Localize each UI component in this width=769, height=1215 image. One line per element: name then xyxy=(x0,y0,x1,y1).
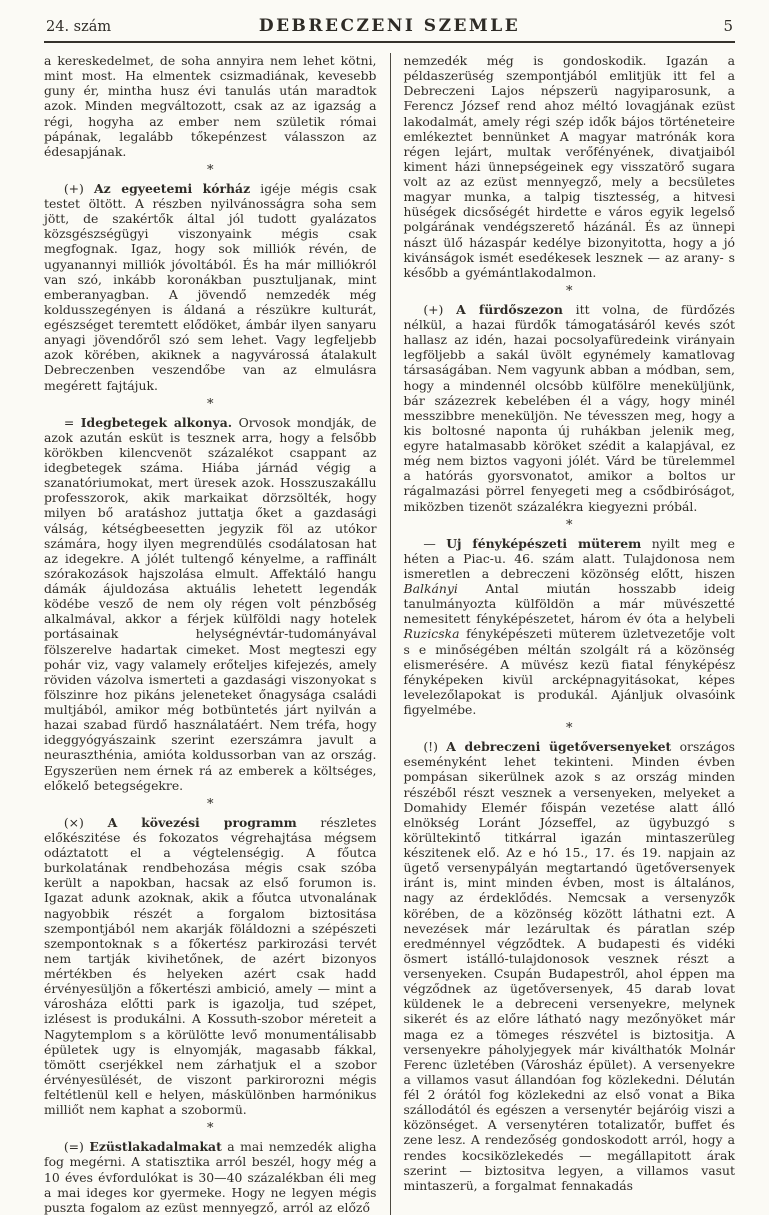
italic-name-ruzicska: Ruzicska xyxy=(403,626,460,642)
item-lead: A fürdőszezon xyxy=(456,301,563,317)
asterisk-separator: * xyxy=(566,517,573,533)
item-text: igéje mégis csak testet öltött. A részben nyilvánosságra soha sem jött, de szakértők által jól tudott gyalázatos közsgészségügyi viszonyaink mégis csak megfognak. Igaz, hogy sok milliók révén, de ugyanannyi milliók jóvoltából. És ha már milliókról van szó, inkább koronákban pusztuljanak, mint emberanyagban. A jövendő nemzedék még koldusszegényen is áldaná a részükre kulturát, egészséget teremtett elődöket, ámbár ilyen sanyaru anyagi jövendőről szó sem lehet. Vagy legfeljebb azok körében, akiknek a nagyvárossá átalakult Debreczenben veszendőbe van az elmulásra megérett fajtájuk. xyxy=(44,180,377,393)
asterisk-separator: * xyxy=(566,721,573,737)
item-text: a mai nemzedék aligha fog megérni. A statisztika arról beszél, hogy még a 10 éves évfordulókat is 30—40 százalékban éli meg a mai ideges kor gyermeke. Hogy ne legyen mégis puszta fogalom az ezüst mennyegző, arról az előző xyxy=(44,1139,377,1215)
item-ugetoversenyek xyxy=(404,739,736,1193)
journal-title: DEBRECZENI SZEMLE xyxy=(258,16,521,36)
right-column xyxy=(390,53,736,1215)
item-furdoszezon xyxy=(404,302,736,514)
page-number: 5 xyxy=(723,17,733,35)
item-text: országos eseményként lehet tekinteni. Minden évben pompásan sikerülnek azok s az ország minden részéből részt vesznek a versenyeken, melyeket a Domahidy Elemér főispán vezetése alatt álló elnökség Loránt Józseffel, az ügybuzgó s körültekintő titkárral igazán mintaszerüleg készitenek elő. Az e hó 15., 17. és 19. napjain az ügető versenypályán megtartandó ügetőversenyek iránt is, mint minden évben, most is általános, nagy az érdeklődés. Nemcsak a versenyzők körében, de a közönség között láthatni ezt. A nevezések már lezárultak és páratlan szép eredménnyel végződtek. A budapesti és vidéki ösmert istálló-tulajdonosok vesznek részt a versenyeken. Csupán Budapestről, ahol éppen ma végződnek az ügetőversenyek, 45 darab lovat küldenek le a debreceni versenyekre, melynek sikerét és az előre látható nagy mezőnyöket már maga ez a tömeges részvétel is biztositja. A versenyekre páholyjegyek már kiválthatók Molnár Ferenc üzletében (Városház épület). A versenyekre a villamos vasut állandóan fog közlekedni. Délután fél 2 órától fog közlekedni az első vonat a Bika szállodától és egészen a versenytér bejáróig viszi a közönséget. A versenytéren totalizatőr, buffet és zene lesz. A rendezőség gondoskodott arról, hogy a rendes kocsiközlekedés — megállapitott árak szerint — biztositva legyen, a villamos vasut mintaszerü, a forgalmat fennakadás xyxy=(403,739,735,1193)
item-text-segment: Antal miután hosszabb ideig tanulmányozta külföldön a már müvészetté nemesitett fényképészetet, három év óta a helybeli xyxy=(403,581,735,627)
item-text-segment: fényképészeti müterem üzletvezetője volt s e minőségében méltán szolgált rá a közönség elismerésére. A müvész kezü fiatal fényképész fényképeken kivül arcképnagyitásokat, képes levelezőlapokat is produkál. Ajánljuk olvasóink figyelmébe. xyxy=(403,626,735,717)
asterisk-separator: * xyxy=(207,1121,214,1137)
item-marker: (=) xyxy=(63,1139,84,1155)
asterisk-separator: * xyxy=(207,796,214,812)
item-text: nemzedék még is gondoskodik. Igazán a példaszerüség szempontjából emlitjük itt fel a Debreczeni Lajos népszerü nagyiparosunk, a Ferencz József rend ahoz méltó lovagjának ezüst lakodalmát, amely régi szép idők bájos történeteire emlékeztet bennünket A magyar matrónák kora régen lejárt, multak verőfényének, divatjaiból kiment házi ünnepségeinek egy visszatörő sugara volt az az ezüst mennyegző, mely a becsületes magyar munka, a talpig tisztesség, a hitvesi hüségek dicsőségét hirdette e város egyik legelső polgárának vendégszerető házánál. És az ünnepi nászt ülő házaspár kedélye bizonyitotta, hogy a jó kivánságok ismét esedékesek lesznek — az arany- s később a gyémántlakodalmon. xyxy=(403,53,735,280)
italic-name-balkanyi: Balkányi xyxy=(403,581,458,596)
item-text: részletes előkészitése és fokozatos végrehajtása mégsem odáztatott el a végtelenségig. A főutca burkolatának rendbehozása mégis csak szóba került a napokban, hacsak az első forumon is. Igazat adunk azoknak, akik a főutca utvonalának nagyobbik részét a forgalom biztositása szempontjából nem akarják föláldozni a szépészeti szempontoknak s a főkertész parkirozási tervét nem tartják kivihetőnek, de azért bizonyos mértékben és helyeken azért csak hadd érvényesüljön a főkertészi ambició, amely — mint a városháza előtti park is igazolja, tud szépet, izlésest is produkálni. A Kossuth-szobor méreteit a Nagytemplom s a körülötte levő monumentálisabb épületek ugy is elnyomják, magasabb fákkal, tömött cserjékkel nem zárhatjuk el a szobor érvényesülését, de viszont parkirorozni mégis feltétlenül kell e helyen, máskülönben harmónikus milliőt nem kaphat a szobormü. xyxy=(44,814,377,1118)
item-egyetemi-korhaz xyxy=(44,181,377,393)
item-fenykepeszeti-muterem xyxy=(404,536,736,718)
item-kereskedelem-continuation xyxy=(44,53,377,159)
issue-number: 24. szám xyxy=(46,19,112,35)
item-lead: Az egyeetemi kórház xyxy=(94,180,251,196)
item-text-segment: nyilt meg e héten a Piac-u. 46. szám alatt. Tulajdonosa nem ismeretlen a debreczeni közönség előtt, hiszen xyxy=(403,535,735,581)
page-header xyxy=(44,16,735,43)
item-kovezesi-programm xyxy=(44,815,377,1118)
item-marker: (×) xyxy=(63,814,84,830)
item-ezustlakadalmak-continuation xyxy=(404,53,736,280)
item-marker: (+) xyxy=(423,301,444,317)
item-lead: Ezüstlakadalmakat xyxy=(89,1139,222,1155)
item-idegbetegek-alkonya xyxy=(44,415,377,793)
item-lead: A kövezési programm xyxy=(107,814,297,830)
asterisk-separator: * xyxy=(207,396,214,412)
item-text: itt volna, de fürdőzés nélkül, a hazai fürdők támogatásáról kevés szót hallasz az idén, hazai pocsolyafüredeink virányain legföljebb a sakál üvölt egynémely kamatlovag társaságában. Nem vagyunk abban a módban, sem, hogy a mindennél olcsóbb külfölre meneküljünk, bár százezrek kebelében él a vágy, hogy minél messzibbre meneküljön. Ne tévesszen meg, hogy a kis boltosné naponta új ruhákban jelenik meg, egyre hatalmasabb köröket szédit a kalapjával, ez még nem biztos vagyoni jólét. Várd be türelemmel a hatórás gyorsvonatot, amikor a boltos ur rágalmazási pörrel fenyegeti meg a csődbiróságot, miközben tizenöt százalékra kiegyezni próbál. xyxy=(403,301,735,514)
item-marker: — xyxy=(423,535,436,551)
item-lead: Idegbetegek alkonya. xyxy=(80,414,233,430)
item-text: Orvosok mondják, de azok azután esküt is tesznek arra, hogy a felsőbb körökben kilencvenöt százalékot csappant az idegbetegek száma. Hiába járnád végig a szanatóriumokat, mert üresek azok. Hosszuszakállu professzorok, akik markaikat dörzsölték, hogy milyen bő aratáshoz juttatja őket a gazdasági válság, kétségbeesetten jegyzik föl az utókor számára, hogy ilyen megrendülés csodálatosan hat az idegekre. A jólét tultengő kényelme, a raffinált szórakozások hajszolása elmult. Affektáló hangu dámák ájuldozása aktuális lehetett legendák ködébe vesző de nem oly régen volt pénzbőség alkalmával, akkor a férjek külföldi nagy hotelek portásainak helységnévtár-tudományával fölszerelve hadartak cimeket. Most megteszi egy pohár viz, vagy valamely erőteljes kifejezés, amely röviden vázolva ismerteti a gazdasági viszonyokat s fölszinre hoz pikáns jeleneteket őnagysága családi multjából, amikor még botbüntetés járt nyilván a hazai szabad fürdő használatáért. Nem tréfa, hogy ideggyógyászaink szerint ezerszámra javult a neuraszthénia, amióta koldussorban van az ország. Egyszerüen nem érnek rá az emberek a költséges, előkelő betegségekre. xyxy=(44,414,377,793)
asterisk-separator: * xyxy=(207,162,214,178)
item-lead: Uj fényképészeti müterem xyxy=(446,535,642,551)
asterisk-separator: * xyxy=(566,283,573,299)
item-lead: A debreczeni ügetőversenyeket xyxy=(446,739,672,755)
item-marker: (+) xyxy=(63,180,84,196)
item-marker: (!) xyxy=(423,739,438,755)
column-layout xyxy=(44,53,735,1215)
item-text: a kereskedelmet, de soha annyira nem lehet kötni, mint most. Ha elmentek csizmadiának, kevesebb guny ér, mintha husz évi tanulás után maradtok azok. Minden megváltozott, csak az az igazság a régi, hogyha az ember nem születik római pápának, legalább tőkepénzest válasszon az édesapjának. xyxy=(44,53,377,159)
item-marker: = xyxy=(63,414,75,430)
left-column xyxy=(44,53,390,1215)
item-ezustlakadalmak xyxy=(44,1139,377,1215)
